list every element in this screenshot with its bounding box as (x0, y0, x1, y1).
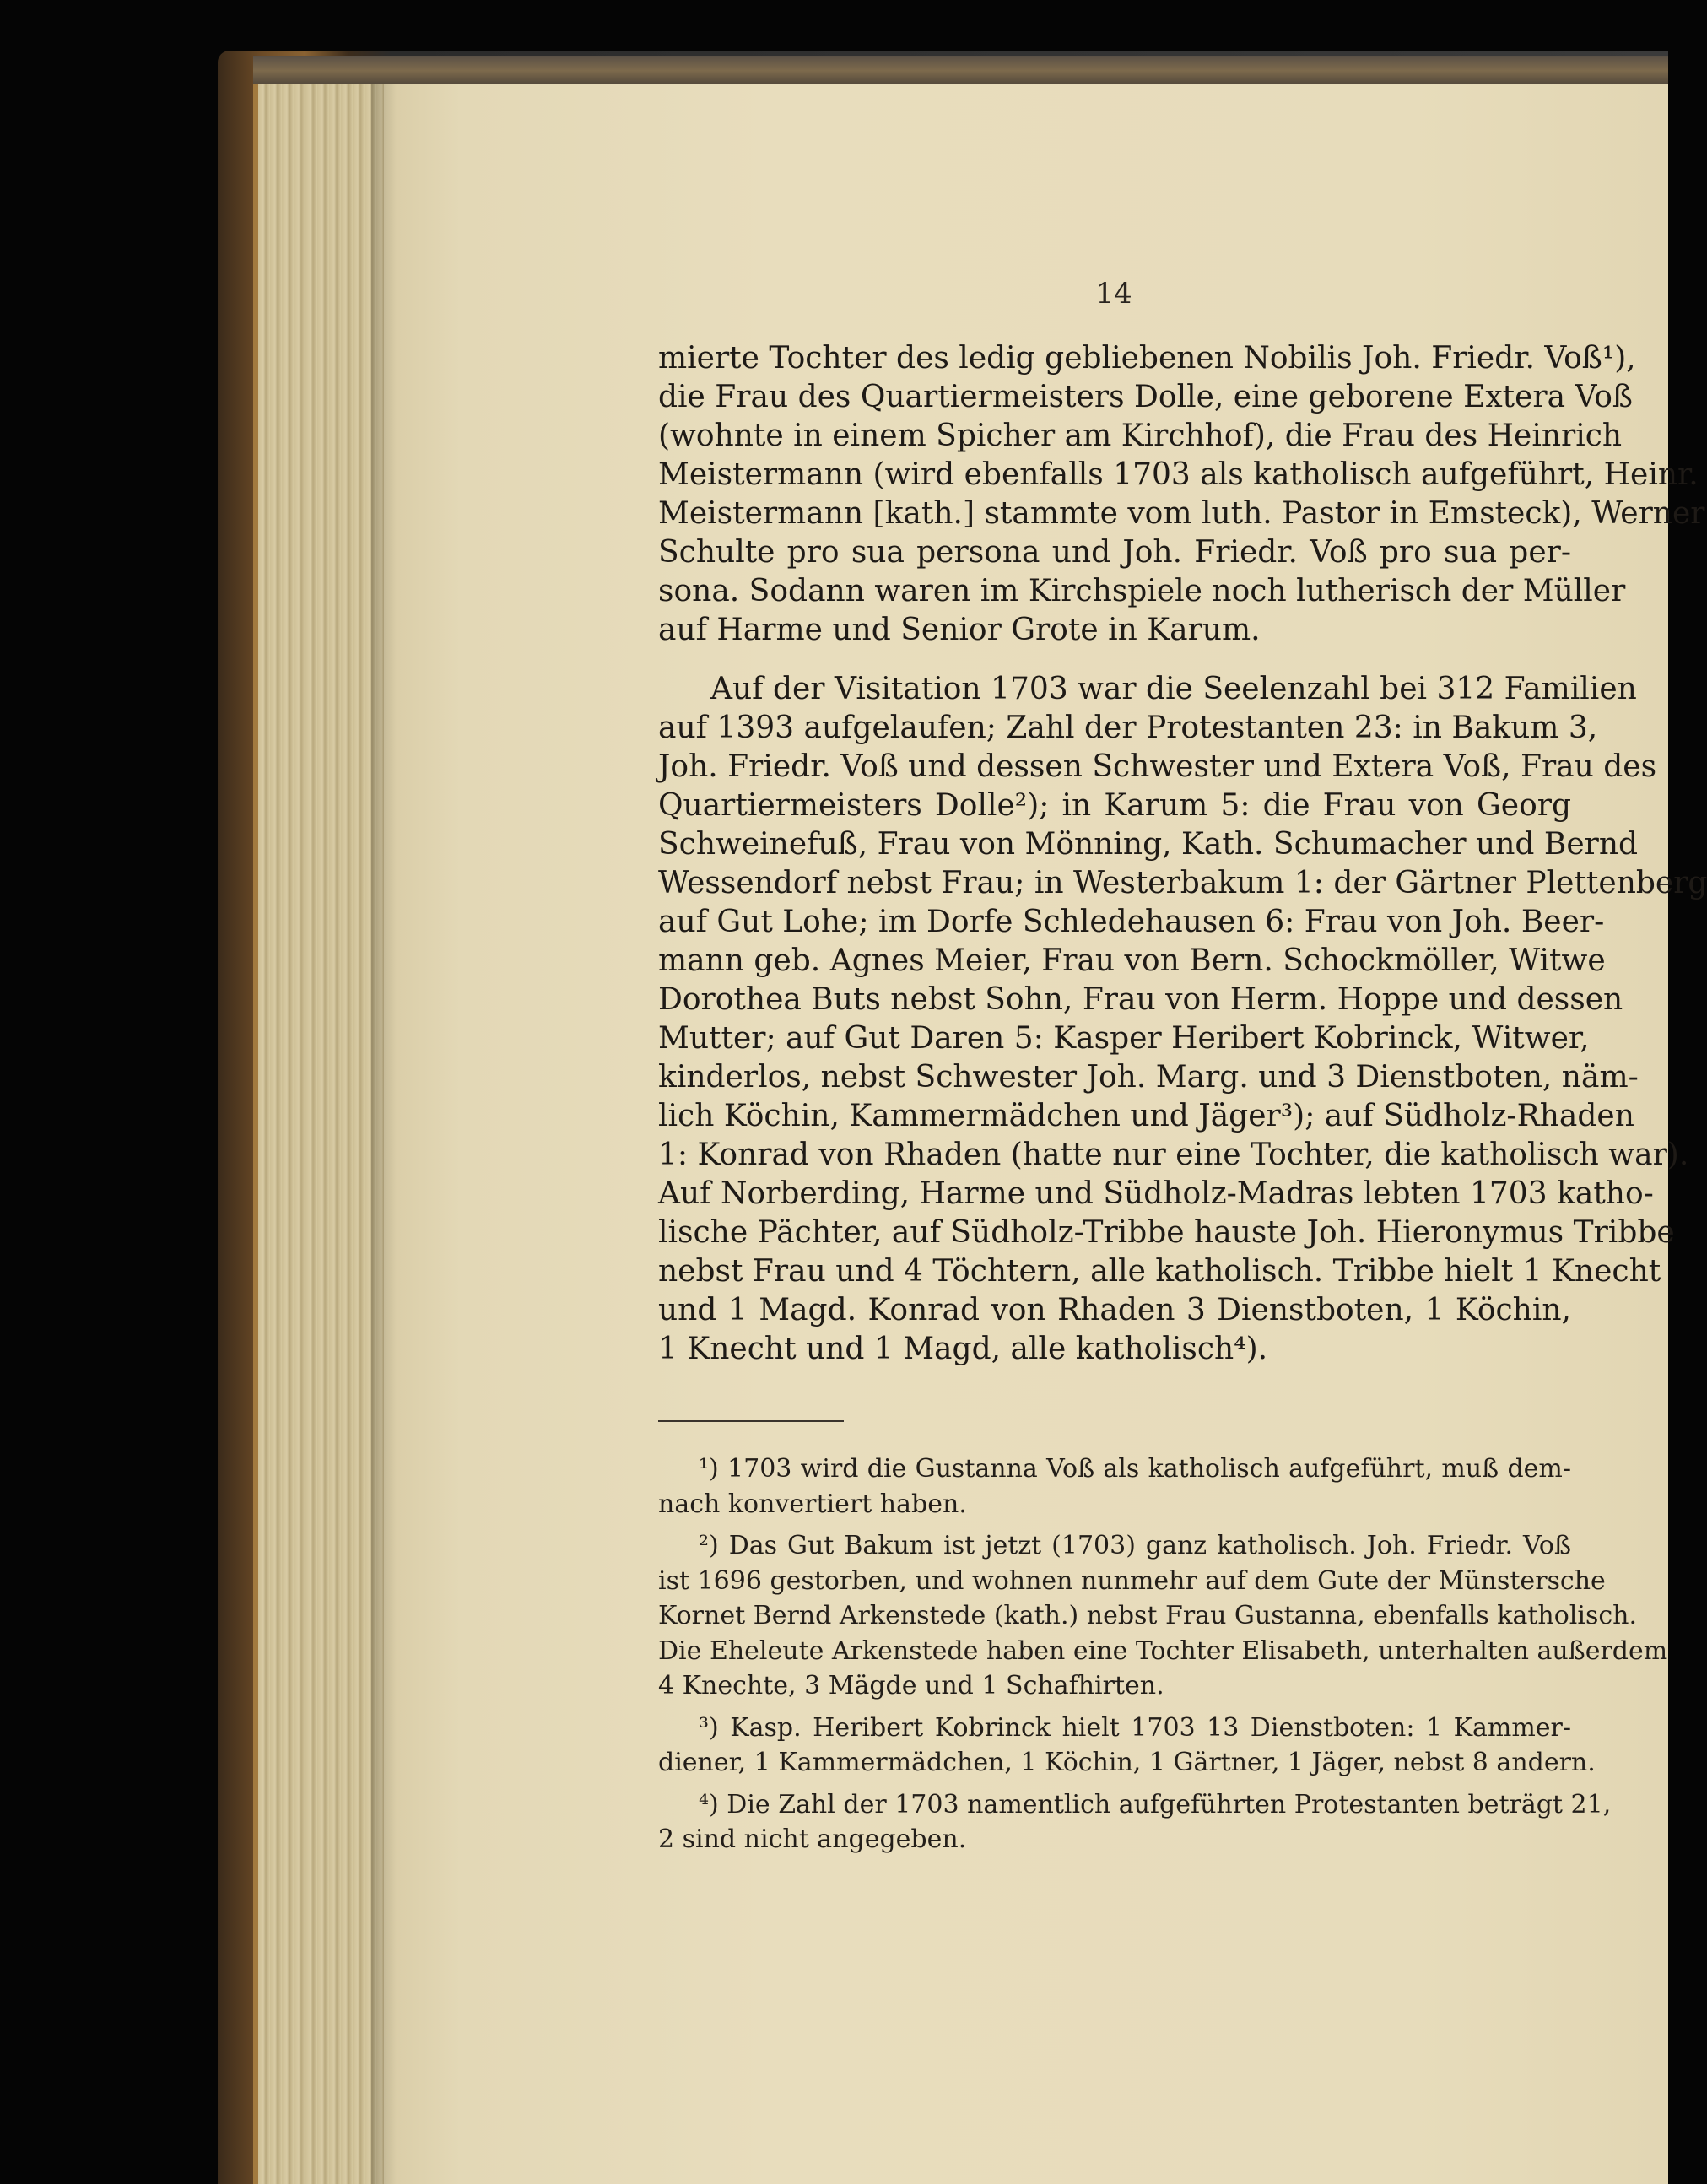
text-line: die Frau des Quartiermeisters Dolle, eine geborene Extera Voß (658, 380, 1633, 414)
page-number: 14 (1095, 277, 1132, 311)
text-line: Joh. Friedr. Voß und dessen Schwester und Extera Voß, Frau des (658, 749, 1657, 784)
gutter-shadow (371, 84, 397, 2184)
footnote (658, 1451, 1571, 1522)
paragraph (658, 339, 1705, 650)
text-line: 1 Knecht und 1 Magd, alle katholisch⁴). (658, 1332, 1268, 1366)
footnote-divider (658, 1420, 844, 1422)
text-line: (wohnte in einem Spicher am Kirchhof), die Frau des Heinrich (658, 419, 1623, 453)
footnote (658, 1528, 1668, 1704)
text-line: kinderlos, nebst Schwester Joh. Marg. und 3 Dienstboten, näm- (658, 1060, 1639, 1095)
text-line: nebst Frau und 4 Töchtern, alle katholisch. Tribbe hielt 1 Knecht (658, 1254, 1661, 1289)
text-line: und 1 Magd. Konrad von Rhaden 3 Dienstboten, 1 Köchin, (658, 1293, 1571, 1327)
text-line: Meistermann (wird ebenfalls 1703 als katholisch aufgeführt, Heinr. (658, 457, 1699, 492)
text-line: Mutter; auf Gut Daren 5: Kasper Heribert Kobrinck, Witwer, (658, 1021, 1590, 1056)
footnote-line: ²) Das Gut Bakum ist jetzt (1703) ganz katholisch. Joh. Friedr. Voß (699, 1531, 1571, 1560)
text-line: Quartiermeisters Dolle²); in Karum 5: die Frau von Georg (658, 788, 1571, 823)
paragraph (658, 670, 1707, 1369)
body-text (658, 339, 1707, 1369)
footnote-line: ist 1696 gestorben, und wohnen nunmehr auf dem Gute der Münstersche (658, 1565, 1606, 1596)
text-line: lische Pächter, auf Südholz-Tribbe hauste Joh. Hieronymus Tribbe (658, 1215, 1675, 1250)
text-line: Auf der Visitation 1703 war die Seelenzahl bei 312 Familien (710, 672, 1637, 706)
text-line: Meistermann [kath.] stammte vom luth. Pastor in Emsteck), Werner (658, 496, 1705, 531)
text-line: Dorothea Buts nebst Sohn, Frau von Herm. Hoppe und dessen (658, 982, 1623, 1017)
text-line: Auf Norberding, Harme und Südholz-Madras lebten 1703 katho- (658, 1176, 1654, 1211)
text-line: auf 1393 aufgelaufen; Zahl der Protestanten 23: in Bakum 3, (658, 711, 1598, 745)
footnote-line: Kornet Bernd Arkenstede (kath.) nebst Frau Gustanna, ebenfalls katholisch. (658, 1601, 1638, 1630)
text-line: Schulte pro sua persona und Joh. Friedr. Voß pro sua per- (658, 535, 1571, 570)
footnote-line: ¹) 1703 wird die Gustanna Voß als katholisch aufgeführt, muß dem- (699, 1454, 1571, 1484)
footnotes (658, 1451, 1668, 1857)
footnote (658, 1787, 1612, 1857)
footnote-line: ⁴) Die Zahl der 1703 namentlich aufgeführten Protestanten beträgt 21, (699, 1789, 1612, 1819)
footnote-line: nach konvertiert haben. (658, 1489, 967, 1519)
footnote-line: Die Eheleute Arkenstede haben eine Tochter Elisabeth, unterhalten außerdem (658, 1635, 1668, 1666)
text-line: mierte Tochter des ledig gebliebenen Nobilis Joh. Friedr. Voß¹), (658, 341, 1636, 376)
footnote-line: 4 Knechte, 3 Mägde und 1 Schafhirten. (658, 1671, 1164, 1700)
footnote-line: 2 sind nicht angegeben. (658, 1825, 967, 1854)
footnote-line: diener, 1 Kammermädchen, 1 Köchin, 1 Gärtner, 1 Jäger, nebst 8 andern. (658, 1748, 1596, 1777)
text-line: auf Harme und Senior Grote in Karum. (658, 613, 1261, 647)
footnote (658, 1711, 1596, 1781)
text-line: mann geb. Agnes Meier, Frau von Bern. Schockmöller, Witwe (658, 943, 1606, 978)
footnote-line: ³) Kasp. Heribert Kobrinck hielt 1703 13 Dienstboten: 1 Kammer- (699, 1712, 1571, 1743)
text-line: 1: Konrad von Rhaden (hatte nur eine Tochter, die katholisch war). (658, 1138, 1689, 1172)
text-line: auf Gut Lohe; im Dorfe Schledehausen 6: Frau von Joh. Beer- (658, 905, 1605, 939)
text-line: Wessendorf nebst Frau; in Westerbakum 1: der Gärtner Plettenberg (658, 866, 1707, 900)
text-line: Schweinefuß, Frau von Mönning, Kath. Schumacher und Bernd (658, 827, 1639, 862)
text-line: sona. Sodann waren im Kirchspiele noch lutherisch der Müller (658, 574, 1626, 608)
text-line: lich Köchin, Kammermädchen und Jäger³); auf Südholz-Rhaden (658, 1099, 1634, 1133)
